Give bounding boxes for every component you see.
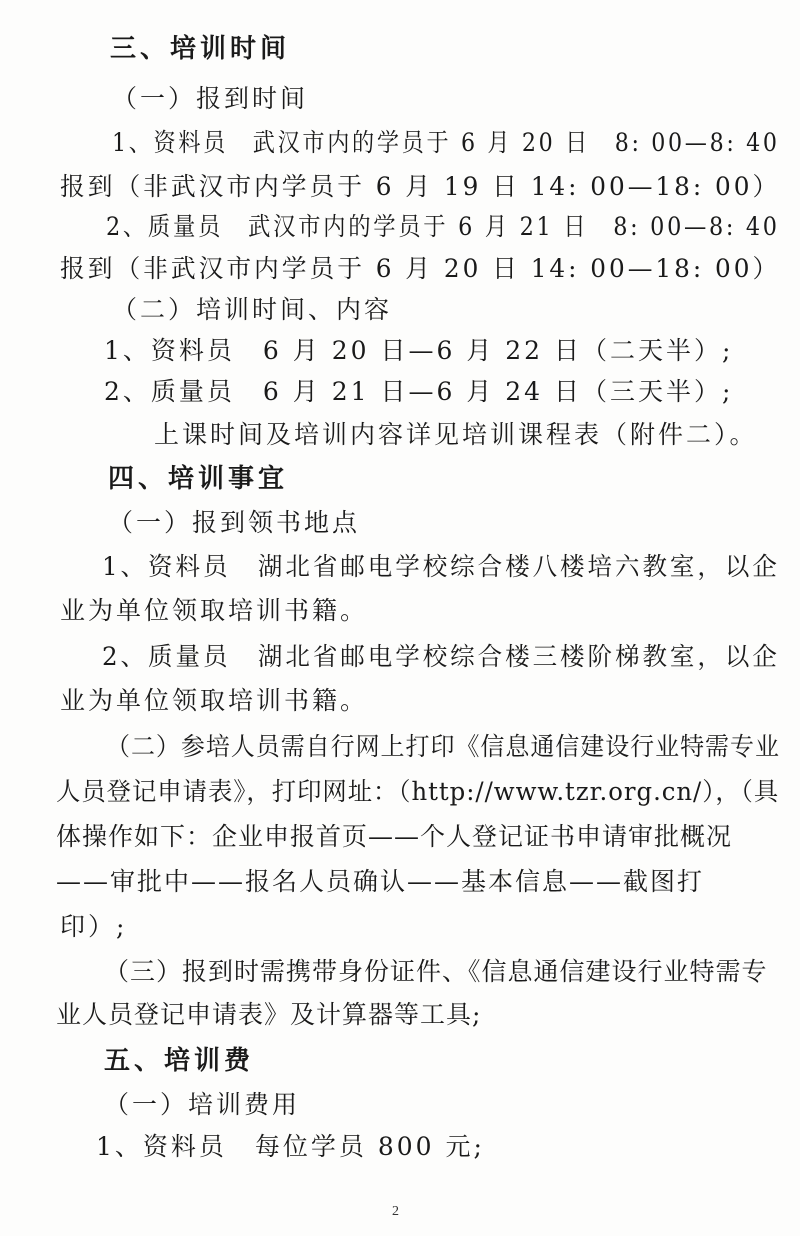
- section-4-sub-1: （一）报到领书地点: [108, 508, 361, 537]
- section-5-heading: 五、培训费: [104, 1046, 255, 1076]
- section-4-place-2-line-2: 业为单位领取培训书籍。: [60, 686, 369, 715]
- section-4-place-1-line-1: 1、资料员 湖北省邮电学校综合楼八楼培六教室，以企: [102, 552, 780, 581]
- section-4-heading: 四、培训事宜: [108, 464, 289, 494]
- section-4-place-2-line-1: 2、质量员 湖北省邮电学校综合楼三楼阶梯教室，以企: [102, 642, 780, 671]
- section-3-sub-2: （二）培训时间、内容: [112, 295, 393, 324]
- section-3-item-1-line-2: 报到（非武汉市内学员于 6 月 19 日 14: 00—18: 00）: [60, 172, 781, 201]
- section-4-sub-2-line-4: ——审批中——报名人员确认——基本信息——截图打: [56, 867, 705, 896]
- section-3-time-1: 1、资料员 6 月 20 日—6 月 22 日（二天半）;: [104, 336, 734, 365]
- section-3-time-2: 2、质量员 6 月 21 日—6 月 24 日（三天半）;: [104, 377, 734, 406]
- section-3-item-2-line-1: 2、质量员 武汉市内的学员于 6 月 21 日 8: 00—8: 40: [106, 212, 780, 241]
- section-4-sub-2-line-3: 体操作如下：企业申报首页——个人登记证书申请审批概况: [56, 822, 733, 851]
- section-3-item-2-line-2: 报到（非武汉市内学员于 6 月 20 日 14: 00—18: 00）: [60, 254, 781, 283]
- section-4-sub-2-line-5: 印）;: [60, 912, 128, 941]
- section-4-place-1-line-2: 业为单位领取培训书籍。: [60, 596, 369, 625]
- section-5-fee-1: 1、资料员 每位学员 800 元;: [96, 1132, 485, 1161]
- page-number: 2: [392, 1204, 399, 1219]
- section-3-item-1-line-1: 1、资料员 武汉市内的学员于 6 月 20 日 8: 00—8: 40: [112, 128, 780, 157]
- section-5-sub-1: （一）培训费用: [104, 1090, 301, 1119]
- section-4-sub-2-line-1: （二）参培人员需自行网上打印《信息通信建设行业特需专业: [106, 732, 780, 761]
- section-3-heading: 三、培训时间: [110, 34, 291, 64]
- section-3-note: 上课时间及培训内容详见培训课程表（附件二）。: [154, 420, 758, 449]
- section-3-sub-1: （一）报到时间: [112, 84, 309, 113]
- section-4-sub-3-line-1: （三）报到时需携带身份证件、《信息通信建设行业特需专: [104, 957, 768, 986]
- section-4-sub-2-line-2: 人员登记申请表》，打印网址：（http://www.tzr.org.cn/），（具: [56, 777, 780, 806]
- section-4-sub-3-line-2: 业人员登记申请表》及计算器等工具;: [56, 1000, 482, 1029]
